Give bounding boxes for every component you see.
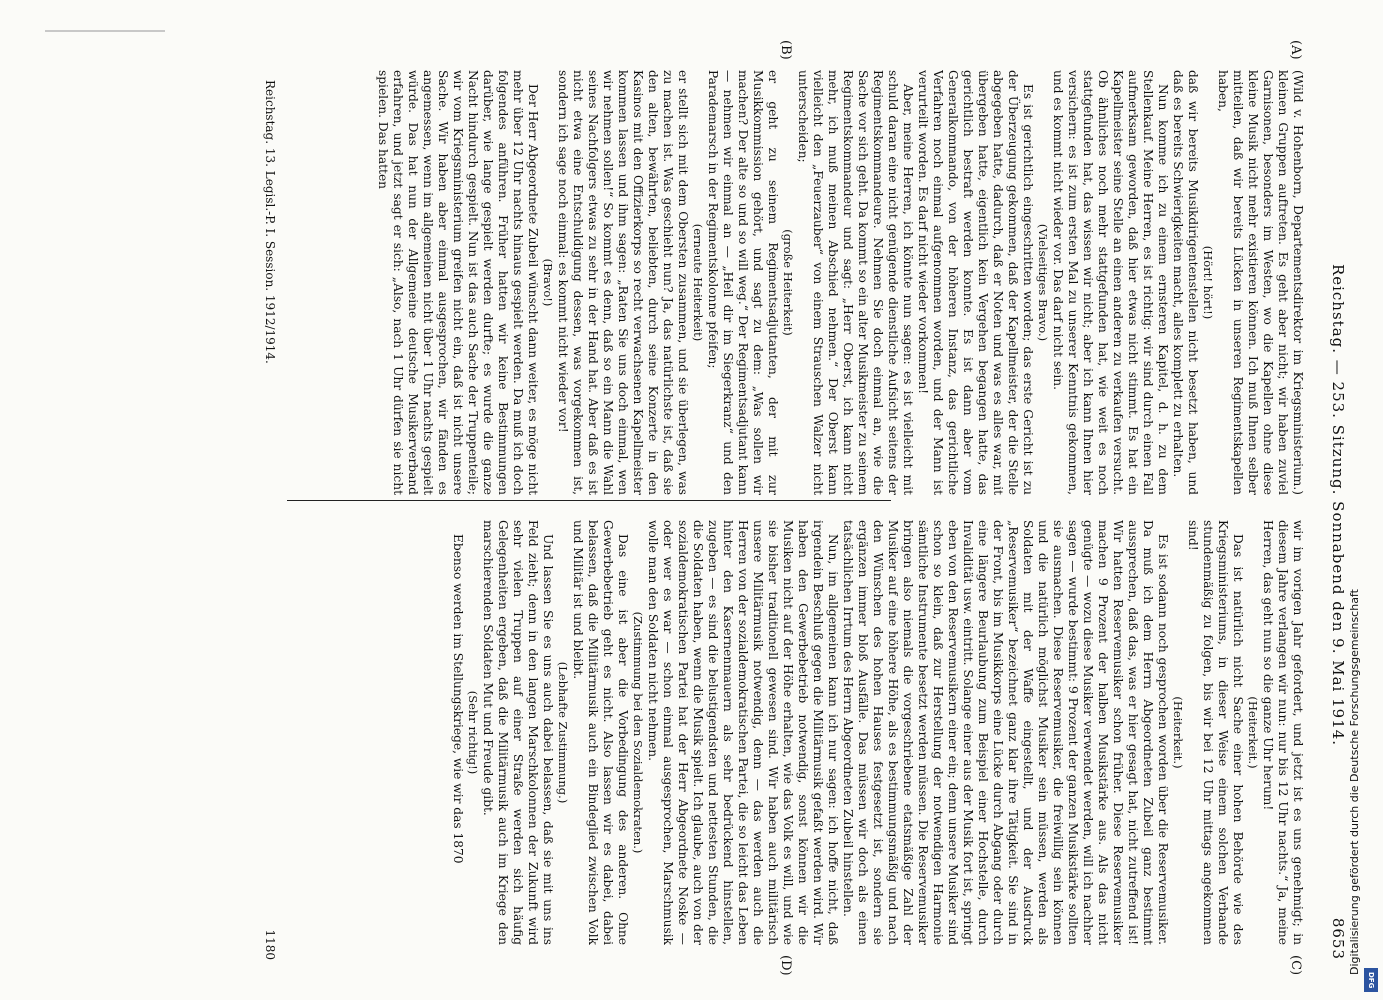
- left-aside-4: (erneute Heiterkeit): [691, 223, 705, 342]
- page-header: [1317, 50, 1347, 960]
- left-paragraph-6: er geht zu seinem Regimentsadjutanten, der mit zur Musikkommission gehört, und sagt zu dem: „Was sollen wir machen? Der alte so und so will weg.“ Der Regimentsadjutant kann — nehmen wir einmal an — „Heil dir im Siegerkranz“ und den Parademarsch in der Regimentskolonne pfeifen;: [706, 70, 780, 495]
- left-paragraph-1: (Wild v. Hohenborn, Departementsdirektor im Kriegsministerium.) kleinen Gruppen auftreten. Es geht aber nicht; wir haben zuviel Garnisonen, besonders im Westen, wo die Kapellen ohne diese kleine Musik nicht mehr existieren können. Ich muß Ihnen selber mitteilen, daß wir bereits Lücken in unseren Regimentskapellen haben,: [1216, 70, 1305, 495]
- digitization-note-text: Digitalisierung gefördert durch die Deutsche Forschungsgemeinschaft: [1348, 589, 1361, 975]
- left-aside-2: (Vielseitiges Bravo.): [1036, 223, 1050, 342]
- column-divider: [287, 500, 891, 501]
- left-paragraph-8: Der Herr Abgeordnete Zubeil wünscht dann weiter, es möge nicht mehr über 12 Uhr nachts hinaus gespielt werden. Da muß ich doch folgendes anführen. Früher hatten wir keine Bestimmungen darüber, wie lange gespielt werden durfte; es wurde die ganze Nacht hindurch gespielt. Nun ist das auch Sache der Truppenteile; wir vom Kriegsministerium greifen nicht ein, daß ist nicht unsere Sache. Wir haben aber einmal ausgesprochen, wir fänden es angemessen, wenn im allgemeinen nicht über 1 Uhr nachts gespielt würde. Das hat nun der Allgemeine deutsche Musikerverband erfahren, und jetzt sagt er sich: „Also, nach 1 Uhr dürfen sie nicht spielen. Das hatten: [376, 70, 540, 495]
- right-paragraph-5: Das eine ist aber die Vorbedingung des anderen. Ohne Gewerbebetrieb geht es nicht. Also lassen wir es dabei, dabei belassen, daß die Militärmusik auch ein Bindeglied zwischen Volk und Militär ist und bleibt.: [571, 520, 630, 945]
- digitization-note: [1348, 10, 1368, 990]
- left-paragraph-4: Es ist gerichtlich eingeschritten worden; das erste Gericht ist zu der Überzeugung gekommen, daß der Kapellmeister, der die Stelle abgegeben hatte, dadurch, daß er Noten und was es alles war, mit übergeben hatte, eigentlich kein Vergehen begangen hatte, das gerichtlich bestraft werden konnte. Es ist dann aber vom Generalkommando, von der höheren Instanz, das gerichtliche Verfahren noch einmal aufgenommen worden, und der Mann ist verurteilt worden. Es darf nicht wieder vorkommen!: [916, 70, 1035, 495]
- dfg-logo: DFG: [1364, 968, 1378, 992]
- marker-d: (D): [778, 955, 793, 976]
- header-title: Reichstag. — 253. Sitzung. Sonnabend den 9. Mai 1914.: [1329, 263, 1347, 747]
- left-aside-5: (Bravo!): [541, 258, 555, 307]
- marker-a: (A): [1288, 40, 1303, 60]
- footer-page-number: 1180: [263, 929, 277, 960]
- left-aside-3: (große Heiterkeit): [781, 229, 795, 336]
- right-column: [285, 520, 1305, 945]
- right-aside-4: (Lebhafte Zustimmung.): [556, 661, 570, 804]
- left-aside-1: (Hört! hört!): [1201, 245, 1215, 320]
- right-paragraph-6: Und lassen Sie es uns auch dabei belassen, daß sie mit uns ins Feld zieht; denn in den langen Marschkolonnen der Zukunft wird sehr vielen Truppen auf einer Straße werden sich häufig Gelegenheiten ergeben, daß die Militärmusik auch im Kriege den marschierenden Soldaten Mut und Freude gibt.: [481, 520, 555, 945]
- marker-b: (B): [778, 40, 793, 60]
- right-paragraph-2: Das ist natürlich nicht Sache einer hohen Behörde wie des Kriegsministeriums, in dieser Weise einem solchen Verbande stundenmäßig zu folgen, bis wir bei 12 Uhr mittags angekommen sind!: [1186, 520, 1245, 945]
- marker-c: (C): [1288, 955, 1303, 976]
- left-paragraph-3: Nun komme ich zu einem ernsteren Kapitel, d. h. zu dem Stellenkauf. Meine Herren, es ist richtig: wir sind durch einen Fall aufmerksam geworden, daß hier etwas nicht stimmt. Es hat ein Kapellmeister seine Stelle an einen anderen zu verkaufen versucht. Ob ähnliches noch mehr stattgefunden hat, wie weit es noch stattgefunden hat, das wissen wir nicht; aber ich kann Ihnen hier versichern: es ist zum ersten Mal zu unserer Kenntnis gekommen, und es kommt nicht wieder vor. Das darf nicht sein.: [1051, 70, 1170, 495]
- right-paragraph-7: Ebenso werden im Stellungskriege, wie wir das 1870: [451, 534, 465, 864]
- right-aside-5: (Sehr richtig!): [466, 690, 480, 775]
- footer-citation: Reichstag. 13. Legisl.-P. I. Session. 1912/1914.: [263, 80, 277, 364]
- left-paragraph-7: er stellt sich mit dem Obersten zusammen, und sie überlegen, was zu machen ist. Was geschieht nun? Ja, das natürlichste ist, daß sie den alten, bewährten, beliebten, durch seine Konzerte in den Kasinos mit den Offizierkorps so recht verwachsenen Kapellmeister kommen lassen und ihm sagen: „Raten Sie uns doch einmal, wen wir nehmen sollen!“ So kommt es denn, daß so ein Mann die Wahl seines Nachfolgers etwas zu sehr in der Hand hat. Aber daß es ist nicht etwa eine Entschuldigung dessen, was vorgekommen ist, sondern ich sage noch einmal: es kommt nicht wieder vor!: [556, 70, 690, 495]
- right-aside-3: (Zustimmung bei den Sozialdemokraten.): [631, 611, 645, 854]
- page-number-right: 8653: [1329, 917, 1347, 960]
- right-aside-2: (Heiterkeit.): [1171, 696, 1185, 769]
- right-paragraph-4: Nun, im allgemeinen kann ich nur sagen: ich hoffe nicht, daß irgendein Beschluß gegen die Militärmusik gefaßt werden wird. Wir haben den Gewerbebetrieb notwendig, sonst können wir die Musiken nicht auf der Höhe erhalten, wie das Volk es will, und wie sie bisher traditionell gewesen sind. Wir haben auch militärisch unsere Militärmusik notwendig, denn — das werden auch die Herren von der sozialdemokratischen Partei, die so leicht das Leben hinter den Kasernenmauern als sehr bedrückend hinstellen, zugeben — es sind die belustigendsten und nettesten Stunden, die die Soldaten haben, wenn die Musik spielt. Ich glaube, auch von der sozialdemokratischen Partei hat der Herr Abgeordnete Noske — oder wer es war — schon einmal ausgesprochen, Marschmusik wolle man den Soldaten nicht nehmen.: [646, 520, 840, 945]
- left-paragraph-2: daß wir bereits Musikdirigentenstellen nicht besetzt haben, und daß es bereits Schwierigkeiten macht, alles komplett zu erhalten.: [1171, 70, 1200, 495]
- right-paragraph-1: wir im vorigen Jahr gefordert, und jetzt ist es uns genehmigt; in diesem Jahre verlangen wir nun: nur bis 12 Uhr nachts.“ Ja, meine Herren, das geht nun so die ganze Uhr herum!: [1261, 520, 1305, 945]
- left-column: [285, 70, 1305, 495]
- right-paragraph-3: Es ist sodann noch gesprochen worden über die Reservemusiker. Da muß ich dem Herrn Abgeordneten Zubeil ganz bestimmt aussprechen, daß das, was er hier gesagt hat, nicht zutreffend ist! Wir hatten Reservemusiker schon früher. Diese Reservemusiker machen 9 Prozent der halben Musikstärke aus. Als das nicht genügte — wozu diese Musiker verwendet werden, will ich nachher sagen — wurde bestimmt: 9 Prozent der ganzen Musikstärke sollten sie ausmachen. Diese Reservemusiker, die freiwillig sein können und die natürlich möglichst Musiker sein müssen, werden als Soldaten mit der Waffe eingestellt, und der Ausdruck „Reservemusiker“ bezeichnet ganz klar ihre Tätigkeit. Sie sind in der Front, bis im Musikkorps eine Lücke durch Abgang oder durch eine längere Beurlaubung zum Beispiel einer Hochstelle, durch Invalidität usw. eintritt. Solange einer aus der Musik fort ist, springt eben von den Reservemusikern einer ein; denn unsere Musiker sind schon so klein, daß zur Herstellung der notwendigen Harmonie sämtliche Instrumente besetzt werden müssen. Die Reservemusiker bringen also niemals die vorgeschriebene etatsmäßige Zahl der Musiker auf eine höhere Höhe, als es bestimmungsmäßig und nach den Wünschen des hohen Hauses festgesetzt ist, sondern sie ergänzen immer bloß Ausfälle. Das müssen wir doch als einen tatsächlichen Irrtum des Herrn Abgeordneten Zubeil hinstellen.: [841, 520, 1170, 945]
- right-aside-1: (Heiterkeit.): [1246, 696, 1260, 769]
- left-paragraph-5: Aber, meine Herren, ich könnte nun sagen: es ist vielleicht mit schuld daran eine nicht genügende dienstliche Aufsicht seitens der Regimentskommandeure. Nehmen Sie doch einmal an, wie die Sache vor sich geht. Da kommt so ein alter Musikmeister zu seinem Regimentskommandeur und sagt: „Herr Oberst, ich kann nicht mehr, ich muß meinen Abschied nehmen.“ Der Oberst kann vielleicht den „Feuerzauber“ von einem Strauschen Walzer nicht unterscheiden;: [796, 70, 915, 495]
